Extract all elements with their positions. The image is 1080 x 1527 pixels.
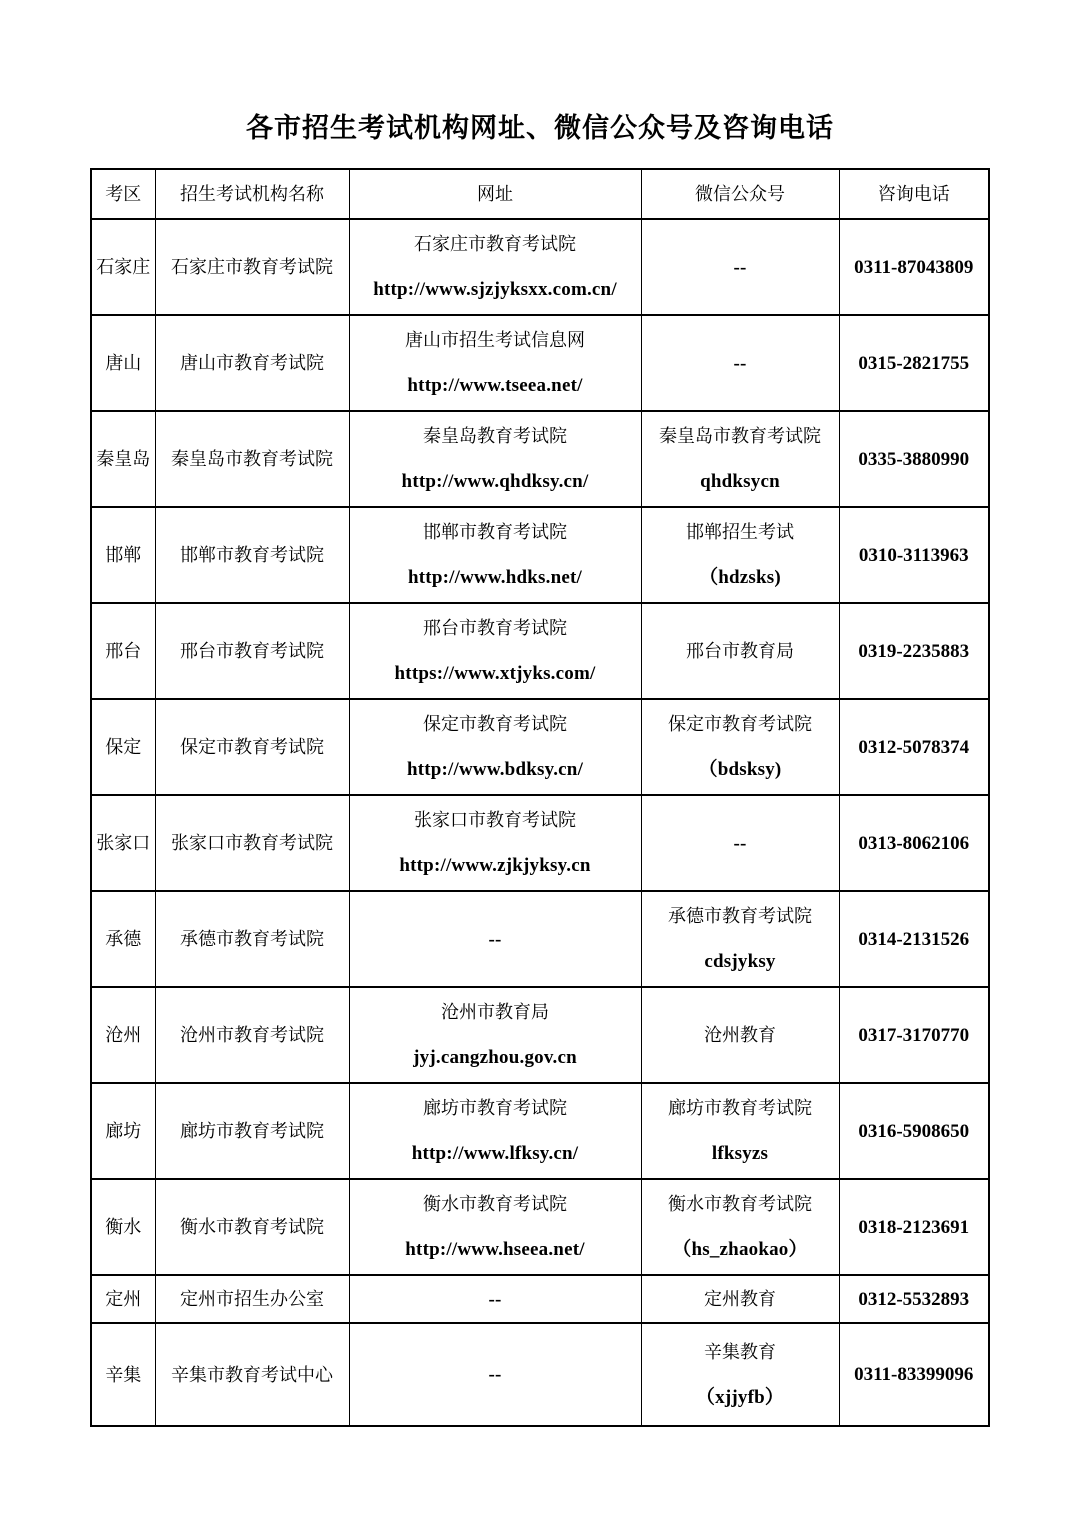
table-row	[91, 795, 989, 891]
agency-label: 保定市教育考试院	[180, 737, 324, 757]
table-row	[91, 891, 989, 987]
cell-phone	[839, 1323, 989, 1426]
agency-label: 邢台市教育考试院	[180, 641, 324, 661]
cell-agency	[155, 1323, 349, 1426]
region-label: 邢台	[105, 641, 142, 661]
website-stack	[352, 328, 639, 398]
cell-phone	[839, 1083, 989, 1179]
website-url: https://www.xtjyks.com/	[394, 663, 596, 684]
website-name: --	[488, 928, 502, 950]
cell-region	[91, 891, 155, 987]
website-stack	[352, 1096, 639, 1166]
table-row	[91, 1275, 989, 1323]
website-name: --	[488, 1364, 502, 1385]
region-label: 石家庄	[96, 257, 151, 277]
cell-phone	[839, 315, 989, 411]
wechat-stack	[644, 1023, 837, 1047]
phone-label: 0310-3113963	[858, 544, 969, 566]
cell-website	[349, 315, 641, 411]
website-url: http://www.tseea.net/	[407, 375, 583, 396]
phone-label: 0318-2123691	[858, 1216, 970, 1238]
website-stack	[352, 1000, 639, 1070]
table-row	[91, 219, 989, 315]
wechat-stack	[644, 1096, 837, 1166]
cell-region	[91, 507, 155, 603]
col-header-wechat: 微信公众号	[641, 169, 839, 219]
website-stack	[352, 424, 639, 494]
website-stack	[352, 1192, 639, 1262]
cell-website	[349, 603, 641, 699]
agency-label: 石家庄市教育考试院	[171, 257, 333, 277]
cell-wechat	[641, 987, 839, 1083]
table-row	[91, 411, 989, 507]
col-header-region: 考区	[91, 169, 155, 219]
cell-website	[349, 1179, 641, 1275]
region-label: 辛集	[105, 1364, 142, 1385]
table-row	[91, 699, 989, 795]
cell-website	[349, 1323, 641, 1426]
phone-label: 0312-5078374	[858, 736, 970, 758]
cell-wechat	[641, 891, 839, 987]
phone-label: 0319-2235883	[858, 640, 970, 662]
wechat-stack	[644, 904, 837, 974]
cell-agency	[155, 987, 349, 1083]
table-row	[91, 1179, 989, 1275]
cell-phone	[839, 1275, 989, 1323]
cell-phone	[839, 1179, 989, 1275]
website-stack	[352, 808, 639, 878]
cell-website	[349, 219, 641, 315]
cell-wechat	[641, 411, 839, 507]
cell-phone	[839, 795, 989, 891]
cell-website	[349, 1275, 641, 1323]
agency-label: 唐山市教育考试院	[180, 353, 324, 373]
wechat-stack	[644, 352, 837, 376]
website-url: http://www.sjzjyksxx.com.cn/	[373, 279, 617, 300]
cell-phone	[839, 699, 989, 795]
cell-agency	[155, 315, 349, 411]
wechat-name: 沧州教育	[704, 1025, 776, 1045]
phone-label: 0312-5532893	[858, 1288, 970, 1310]
region-label: 秦皇岛	[96, 449, 151, 469]
document-title: 各市招生考试机构网址、微信公众号及咨询电话	[246, 113, 834, 143]
table-row	[91, 507, 989, 603]
wechat-id: qhdksycn	[700, 471, 780, 492]
cell-agency	[155, 411, 349, 507]
website-name: --	[488, 1288, 502, 1310]
website-url: http://www.hseea.net/	[405, 1239, 585, 1260]
website-stack	[352, 1288, 639, 1312]
phone-label: 0317-3170770	[858, 1024, 970, 1046]
website-name: 廊坊市教育考试院	[423, 1098, 567, 1118]
cell-region	[91, 795, 155, 891]
wechat-id: （xjjyfb）	[695, 1386, 785, 1408]
cell-agency	[155, 1179, 349, 1275]
cell-wechat	[641, 603, 839, 699]
website-url: http://www.zjkjyksy.cn	[399, 855, 591, 876]
cell-wechat	[641, 219, 839, 315]
region-label: 保定	[105, 737, 142, 757]
cell-phone	[839, 891, 989, 987]
website-url: http://www.hdks.net/	[408, 567, 582, 588]
col-header-phone: 咨询电话	[839, 169, 989, 219]
wechat-name: 廊坊市教育考试院	[668, 1098, 812, 1118]
wechat-id: cdsjyksy	[704, 951, 776, 972]
wechat-name: --	[733, 832, 747, 854]
cell-agency	[155, 219, 349, 315]
region-label: 承德	[105, 929, 142, 949]
cell-agency	[155, 1083, 349, 1179]
website-name: 张家口市教育考试院	[414, 810, 576, 830]
wechat-name: 衡水市教育考试院	[668, 1194, 812, 1214]
agency-label: 承德市教育考试院	[180, 929, 324, 949]
cell-wechat	[641, 1323, 839, 1426]
cell-region	[91, 411, 155, 507]
wechat-name: 邯郸招生考试	[686, 522, 794, 542]
cell-phone	[839, 987, 989, 1083]
agency-label: 邯郸市教育考试院	[180, 545, 324, 565]
cell-website	[349, 507, 641, 603]
region-label: 衡水	[105, 1217, 142, 1237]
wechat-name: --	[733, 256, 747, 278]
agency-label: 秦皇岛市教育考试院	[171, 449, 333, 469]
cell-region	[91, 315, 155, 411]
cell-phone	[839, 219, 989, 315]
website-url: http://www.bdksy.cn/	[406, 759, 584, 780]
wechat-stack	[644, 1192, 837, 1262]
wechat-stack	[644, 1287, 837, 1311]
region-label: 张家口	[96, 833, 151, 853]
cell-agency	[155, 603, 349, 699]
table-row	[91, 987, 989, 1083]
region-label: 唐山	[105, 353, 142, 373]
cell-phone	[839, 603, 989, 699]
cell-wechat	[641, 699, 839, 795]
wechat-name: 邢台市教育局	[686, 641, 794, 661]
cell-phone	[839, 507, 989, 603]
website-name: 保定市教育考试院	[423, 714, 567, 734]
cell-phone	[839, 411, 989, 507]
wechat-stack	[644, 832, 837, 856]
cell-region	[91, 603, 155, 699]
cell-wechat	[641, 1083, 839, 1179]
cell-region	[91, 1323, 155, 1426]
wechat-stack	[644, 424, 837, 494]
cell-agency	[155, 795, 349, 891]
table-header-row	[91, 169, 989, 219]
website-stack	[352, 616, 639, 686]
wechat-name: 秦皇岛市教育考试院	[659, 426, 821, 446]
table-row	[91, 603, 989, 699]
website-name: 沧州市教育局	[441, 1002, 549, 1022]
phone-label: 0335-3880990	[858, 448, 970, 470]
region-label: 定州	[105, 1289, 142, 1309]
cell-region	[91, 1179, 155, 1275]
wechat-id: （bdsksy)	[698, 759, 782, 780]
cell-agency	[155, 507, 349, 603]
website-name: 邯郸市教育考试院	[423, 522, 567, 542]
table-row	[91, 315, 989, 411]
agency-label: 张家口市教育考试院	[171, 833, 333, 853]
cell-wechat	[641, 507, 839, 603]
cell-agency	[155, 699, 349, 795]
phone-label: 0314-2131526	[858, 928, 970, 950]
wechat-stack	[644, 712, 837, 782]
col-header-website: 网址	[349, 169, 641, 219]
website-stack	[352, 520, 639, 590]
agency-label: 衡水市教育考试院	[180, 1217, 324, 1237]
phone-label: 0313-8062106	[858, 832, 970, 854]
agency-label: 沧州市教育考试院	[180, 1025, 324, 1045]
cell-region	[91, 699, 155, 795]
agency-label: 廊坊市教育考试院	[180, 1121, 324, 1141]
table-row	[91, 1083, 989, 1179]
cell-region	[91, 219, 155, 315]
cell-website	[349, 987, 641, 1083]
wechat-stack	[644, 1340, 837, 1410]
region-label: 沧州	[105, 1025, 142, 1045]
wechat-name: --	[733, 352, 747, 374]
website-name: 衡水市教育考试院	[423, 1194, 567, 1214]
wechat-id: （hs_zhaokao）	[672, 1239, 808, 1260]
cell-agency	[155, 891, 349, 987]
wechat-id: （hdzsks)	[699, 567, 781, 588]
cell-agency	[155, 1275, 349, 1323]
region-label: 邯郸	[105, 545, 142, 565]
cell-wechat	[641, 795, 839, 891]
cell-wechat	[641, 1275, 839, 1323]
agency-label: 定州市招生办公室	[180, 1289, 324, 1309]
phone-label: 0315-2821755	[858, 352, 970, 374]
wechat-id: lfksyzs	[711, 1143, 769, 1164]
cell-region	[91, 1275, 155, 1323]
website-stack	[352, 232, 639, 302]
agency-label: 辛集市教育考试中心	[171, 1364, 333, 1385]
phone-label: 0316-5908650	[858, 1120, 970, 1142]
col-header-agency: 招生考试机构名称	[155, 169, 349, 219]
wechat-name: 承德市教育考试院	[668, 906, 812, 926]
wechat-name: 定州教育	[704, 1289, 776, 1309]
wechat-stack	[644, 520, 837, 590]
cell-website	[349, 1083, 641, 1179]
website-url: jyj.cangzhou.gov.cn	[413, 1047, 577, 1068]
cell-website	[349, 795, 641, 891]
website-stack	[352, 1363, 639, 1387]
cell-website	[349, 699, 641, 795]
website-url: http://www.lfksy.cn/	[411, 1143, 579, 1164]
website-url: http://www.qhdksy.cn/	[401, 471, 589, 492]
website-stack	[352, 712, 639, 782]
wechat-name: 辛集教育	[704, 1341, 776, 1362]
table-row	[91, 1323, 989, 1426]
exam-institutions-table	[90, 168, 990, 1427]
website-stack	[352, 928, 639, 952]
website-name: 秦皇岛教育考试院	[423, 426, 567, 446]
cell-website	[349, 891, 641, 987]
cell-website	[349, 411, 641, 507]
wechat-stack	[644, 639, 837, 663]
region-label: 廊坊	[105, 1121, 142, 1141]
website-name: 邢台市教育考试院	[423, 618, 567, 638]
cell-wechat	[641, 315, 839, 411]
wechat-name: 保定市教育考试院	[668, 714, 812, 734]
website-name: 唐山市招生考试信息网	[405, 330, 585, 350]
website-name: 石家庄市教育考试院	[414, 234, 576, 254]
phone-label: 0311-87043809	[854, 256, 974, 278]
phone-label: 0311-83399096	[854, 1364, 974, 1385]
wechat-stack	[644, 256, 837, 280]
cell-wechat	[641, 1179, 839, 1275]
cell-region	[91, 987, 155, 1083]
cell-region	[91, 1083, 155, 1179]
